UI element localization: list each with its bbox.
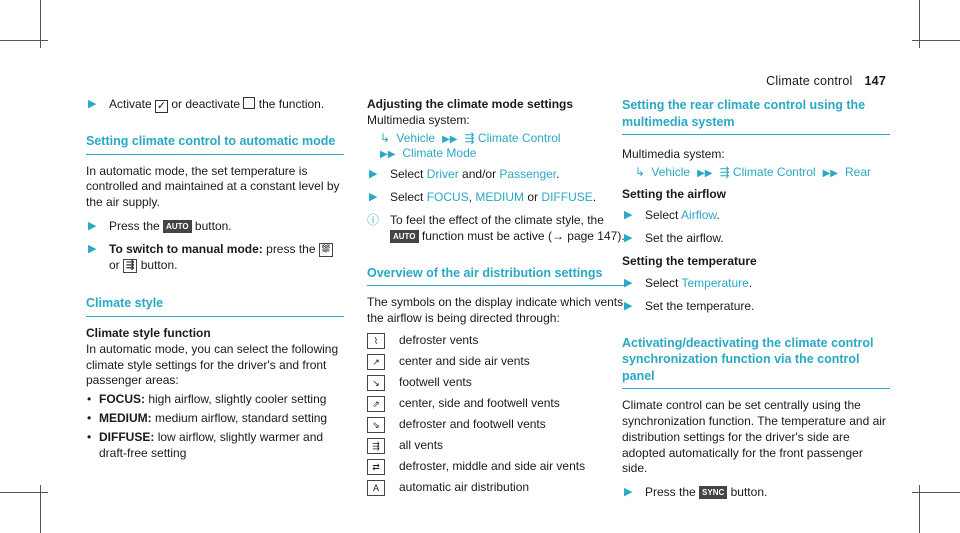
checkbox-empty-icon	[243, 97, 255, 109]
bullet: •	[87, 429, 92, 444]
symbol-row	[367, 480, 625, 496]
chevron-icon: ▶▶	[380, 149, 396, 161]
arrow-icon: ▶	[624, 232, 633, 245]
step	[622, 231, 890, 247]
text: and/or	[462, 167, 497, 182]
bullet: •	[87, 411, 92, 426]
text: DIFFUSE:	[99, 429, 155, 444]
text: Set the temperature.	[645, 298, 755, 313]
subheading: Setting the temperature	[622, 254, 757, 269]
chevron-icon: ▶▶	[442, 133, 458, 145]
symbol-row	[367, 333, 625, 349]
arrow-icon: ▶	[624, 276, 633, 289]
text: Press the	[645, 485, 696, 500]
air-distribution-icon: ⇶	[123, 259, 137, 273]
climate-icon: ⇶	[719, 164, 730, 179]
chevron-icon: ▶▶	[822, 167, 838, 179]
page-number: 147	[864, 74, 886, 88]
text: Multimedia system:	[622, 147, 725, 161]
step: ▶ Select Temperature.	[624, 275, 753, 290]
subheading: Climate style function	[86, 325, 211, 340]
auto-distribution-icon: A	[367, 480, 385, 496]
crop-mark	[0, 492, 48, 493]
text: Airflow	[681, 208, 717, 223]
text: medium airflow, standard setting	[155, 411, 328, 426]
text: Rear	[845, 164, 872, 179]
column-1	[86, 97, 344, 465]
arrow-icon: ▶	[88, 219, 97, 232]
menu-path	[367, 131, 625, 163]
crop-mark	[912, 492, 960, 493]
section-title: Overview of the air distribution settings	[367, 265, 625, 287]
text: button.	[140, 257, 178, 272]
info-note	[367, 213, 625, 245]
step: ▶ Select FOCUS, MEDIUM or DIFFUSE.	[369, 190, 597, 205]
checkbox-checked-icon: ✓	[156, 100, 167, 112]
defrost-footwell-icon: ⇘	[367, 417, 385, 433]
text: or	[527, 190, 539, 205]
info-icon: ⓘ	[367, 212, 380, 227]
all-vents-icon: ⇶	[367, 438, 385, 454]
text: MEDIUM:	[99, 411, 152, 426]
page-header	[766, 73, 886, 90]
section-title: Setting climate control to automatic mode	[86, 133, 344, 155]
text: Select	[390, 190, 424, 205]
menu-path	[622, 165, 890, 181]
text: Driver	[426, 167, 459, 182]
step	[86, 242, 344, 274]
climate-icon: ⇶	[464, 130, 475, 145]
section-title: Setting the rear climate control using the multimedia system	[622, 97, 890, 135]
list-item	[86, 392, 344, 408]
arrow-icon: ▶	[88, 242, 97, 255]
text: Activate	[109, 97, 152, 111]
text: the function.	[258, 97, 325, 111]
text: Press the	[109, 218, 160, 233]
text: button.	[194, 218, 232, 233]
header-title: Climate control	[766, 74, 853, 88]
text: function must be active (	[421, 228, 552, 243]
text: Climate Control	[732, 164, 816, 179]
step: ▶ Select Airflow.	[624, 208, 720, 223]
paragraph: Climate control can be set centrally using the synchronization function. The temperature and air distribution settings for the driver's side are adopted automatically for the front passenger side.	[622, 398, 886, 476]
defrost-middle-side-icon: ⇄	[367, 459, 385, 475]
text: Select	[390, 167, 424, 182]
text: Climate Mode	[402, 146, 477, 161]
text: defroster, middle and side air vents	[399, 458, 586, 473]
paragraph: The symbols on the display indicate which vents the airflow is being directed through:	[367, 295, 624, 325]
bullet: •	[87, 392, 92, 407]
subheading: Adjusting the climate mode settings	[367, 97, 574, 111]
auto-button-icon: AUTO	[163, 220, 192, 233]
text: high airflow, slightly cooler setting	[148, 392, 327, 407]
text: Set the airflow.	[645, 231, 724, 246]
text: FOCUS	[426, 190, 469, 205]
text: automatic air distribution	[399, 479, 530, 494]
arrow-icon: ▶	[624, 209, 633, 222]
section-title: Activating/deactivating the climate control synchronization function via the control panel	[622, 335, 890, 390]
text: To switch to manual mode:	[109, 241, 263, 256]
text: defroster vents	[399, 332, 479, 347]
step	[622, 299, 890, 315]
defrost-icon: ⌇	[367, 333, 385, 349]
return-arrow-icon: ↳	[635, 164, 646, 179]
activate-step	[86, 97, 344, 113]
center-side-footwell-icon: ⇗	[367, 396, 385, 412]
section-title: Climate style	[86, 295, 344, 317]
arrow-icon: ▶	[624, 299, 633, 312]
text: Select	[645, 208, 679, 223]
arrow-icon: ▶	[369, 191, 378, 204]
text: page 147).	[567, 228, 625, 243]
text: button.	[730, 485, 768, 500]
sync-button-icon: SYNC	[699, 486, 727, 499]
symbol-row	[367, 417, 625, 433]
symbol-row	[367, 438, 625, 454]
column-3	[622, 97, 890, 508]
symbol-row	[367, 354, 625, 370]
list-item	[86, 411, 344, 427]
subheading: Setting the airflow	[622, 186, 727, 201]
text: Select	[645, 275, 679, 290]
manual-airflow-icon: ⛆	[319, 243, 333, 257]
text: center, side and footwell vents	[399, 395, 560, 410]
auto-button-icon: AUTO	[390, 230, 419, 243]
center-side-vent-icon: ↗	[367, 354, 385, 370]
symbol-row	[367, 396, 625, 412]
arrow-icon: →	[551, 228, 564, 243]
symbol-row	[367, 459, 625, 475]
text: Vehicle	[396, 130, 436, 145]
text: or	[109, 257, 120, 272]
text: MEDIUM	[475, 190, 525, 205]
text: footwell vents	[399, 374, 472, 389]
text: Passenger	[499, 167, 557, 182]
arrow-icon: ▶	[88, 98, 97, 110]
text: FOCUS:	[99, 392, 145, 407]
step: ▶ Select Driver and/or Passenger.	[369, 167, 560, 182]
text: or deactivate	[171, 97, 241, 111]
text: To feel the effect of the climate style, the	[390, 212, 604, 227]
text: center and side air vents	[399, 353, 530, 368]
text: low airflow, slightly warmer and draft-free setting	[99, 429, 324, 460]
arrow-icon: ▶	[624, 486, 633, 499]
return-arrow-icon: ↳	[380, 130, 391, 145]
step	[622, 485, 890, 501]
step	[86, 219, 344, 235]
text: defroster and footwell vents	[399, 416, 546, 431]
text: all vents	[399, 437, 444, 452]
symbol-row	[367, 375, 625, 391]
footwell-vent-icon: ↘	[367, 375, 385, 391]
column-2	[367, 97, 625, 501]
text: press the	[266, 241, 316, 256]
paragraph: In automatic mode, you can select the following climate style settings for the driver's and front passenger areas:	[86, 341, 339, 388]
crop-mark	[0, 40, 48, 41]
crop-mark	[912, 40, 960, 41]
text: Vehicle	[651, 164, 691, 179]
chevron-icon: ▶▶	[697, 167, 713, 179]
paragraph: In automatic mode, the set temperature is controlled and maintained at a constant level by the air supply.	[86, 163, 340, 210]
text: Multimedia system:	[367, 112, 470, 127]
arrow-icon: ▶	[369, 168, 378, 181]
text: DIFFUSE	[541, 190, 593, 205]
text: Temperature	[681, 275, 749, 290]
text: Climate Control	[477, 130, 561, 145]
list-item	[86, 430, 344, 462]
